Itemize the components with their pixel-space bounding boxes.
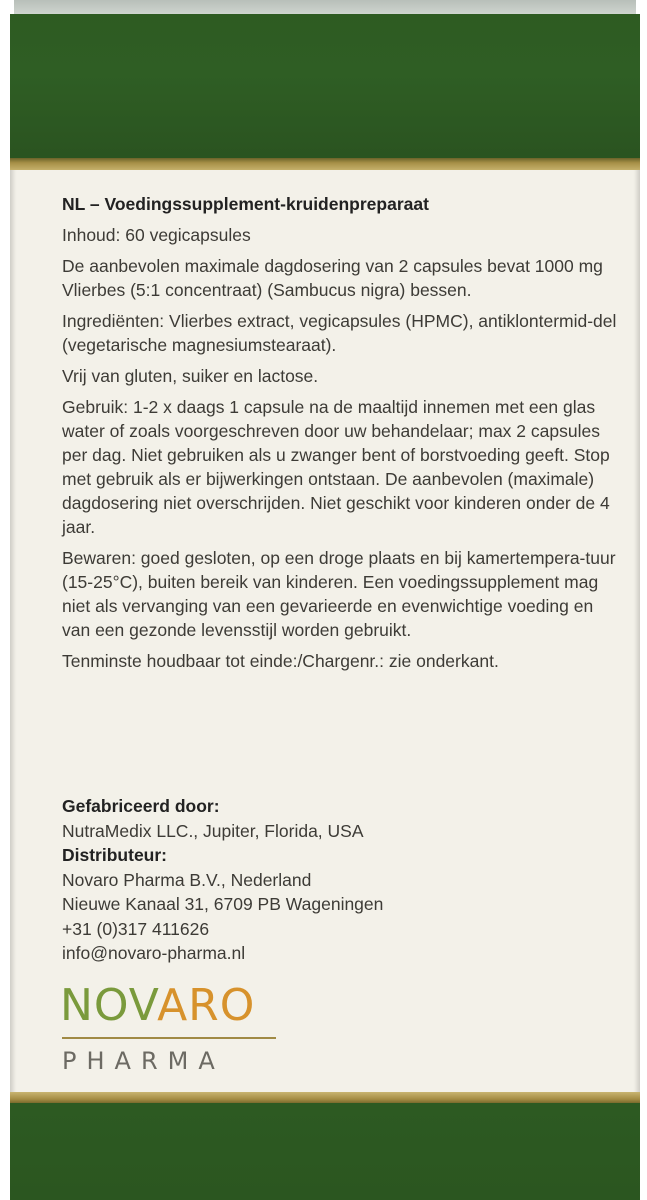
logo-divider	[62, 1037, 276, 1039]
dosage-paragraph: De aanbevolen maximale dagdosering van 2 capsules bevat 1000 mg Vlierbes (5:1 concentraat) (Sambucus nigra) bessen.	[62, 256, 603, 300]
expiry-paragraph: Tenminste houdbaar tot einde:/Chargenr.: zie onderkant.	[62, 651, 499, 671]
ingredients-paragraph: Ingrediënten: Vlierbes extract, vegicapsules (HPMC), antiklontermid-del (vegetarische magnesiumstearaat).	[62, 311, 617, 355]
distributor-label: Distributeur:	[62, 845, 167, 865]
logo-word-part2: ARO	[157, 980, 256, 1031]
green-band-top	[10, 14, 640, 162]
green-band-bottom	[10, 1103, 640, 1200]
logo-word-part1: NOV	[60, 980, 158, 1031]
storage-paragraph: Bewaren: goed gesloten, op een droge plaats en bij kamertempera-tuur (15-25°C), buiten bereik van kinderen. Een voedingssupplement mag niet als vervanging van een gevarieerde en evenwichtige voeding en van een gezonde levensstijl worden gebruikt.	[62, 548, 616, 640]
distributor-email: info@novaro-pharma.nl	[62, 943, 246, 963]
logo-subtitle: PHARMA	[62, 1047, 225, 1075]
manufacturer-value: NutraMedix LLC., Jupiter, Florida, USA	[62, 820, 364, 841]
gold-stripe-top	[10, 158, 640, 170]
content-line: Inhoud: 60 vegicapsules	[62, 225, 251, 245]
product-heading: NL – Voedingssupplement-kruidenpreparaat	[62, 194, 429, 214]
manufacturer-info	[62, 794, 622, 966]
distributor-address: Nieuwe Kanaal 31, 6709 PB Wageningen	[62, 894, 384, 914]
free-from-paragraph: Vrij van gluten, suiker en lactose.	[62, 366, 319, 386]
distributor-phone: +31 (0)317 411626	[62, 918, 210, 939]
distributor-name: Novaro Pharma B.V., Nederland	[62, 869, 312, 890]
usage-paragraph: Gebruik: 1-2 x daags 1 capsule na de maaltijd innemen met een glas water of zoals voorgeschreven door uw behandelaar; max 2 capsules per dag. Niet gebruiken als u zwanger bent of borstvoeding geeft. Stop met gebruik als er bijwerkingen ontstaan. De aanbevolen (maximale) dagdosering niet overschrijden. Niet geschikt voor kinderen onder de 4 jaar.	[62, 397, 610, 537]
product-description	[62, 192, 622, 680]
novaro-logo	[60, 980, 255, 1031]
manufacturer-label: Gefabriceerd door:	[62, 796, 220, 816]
